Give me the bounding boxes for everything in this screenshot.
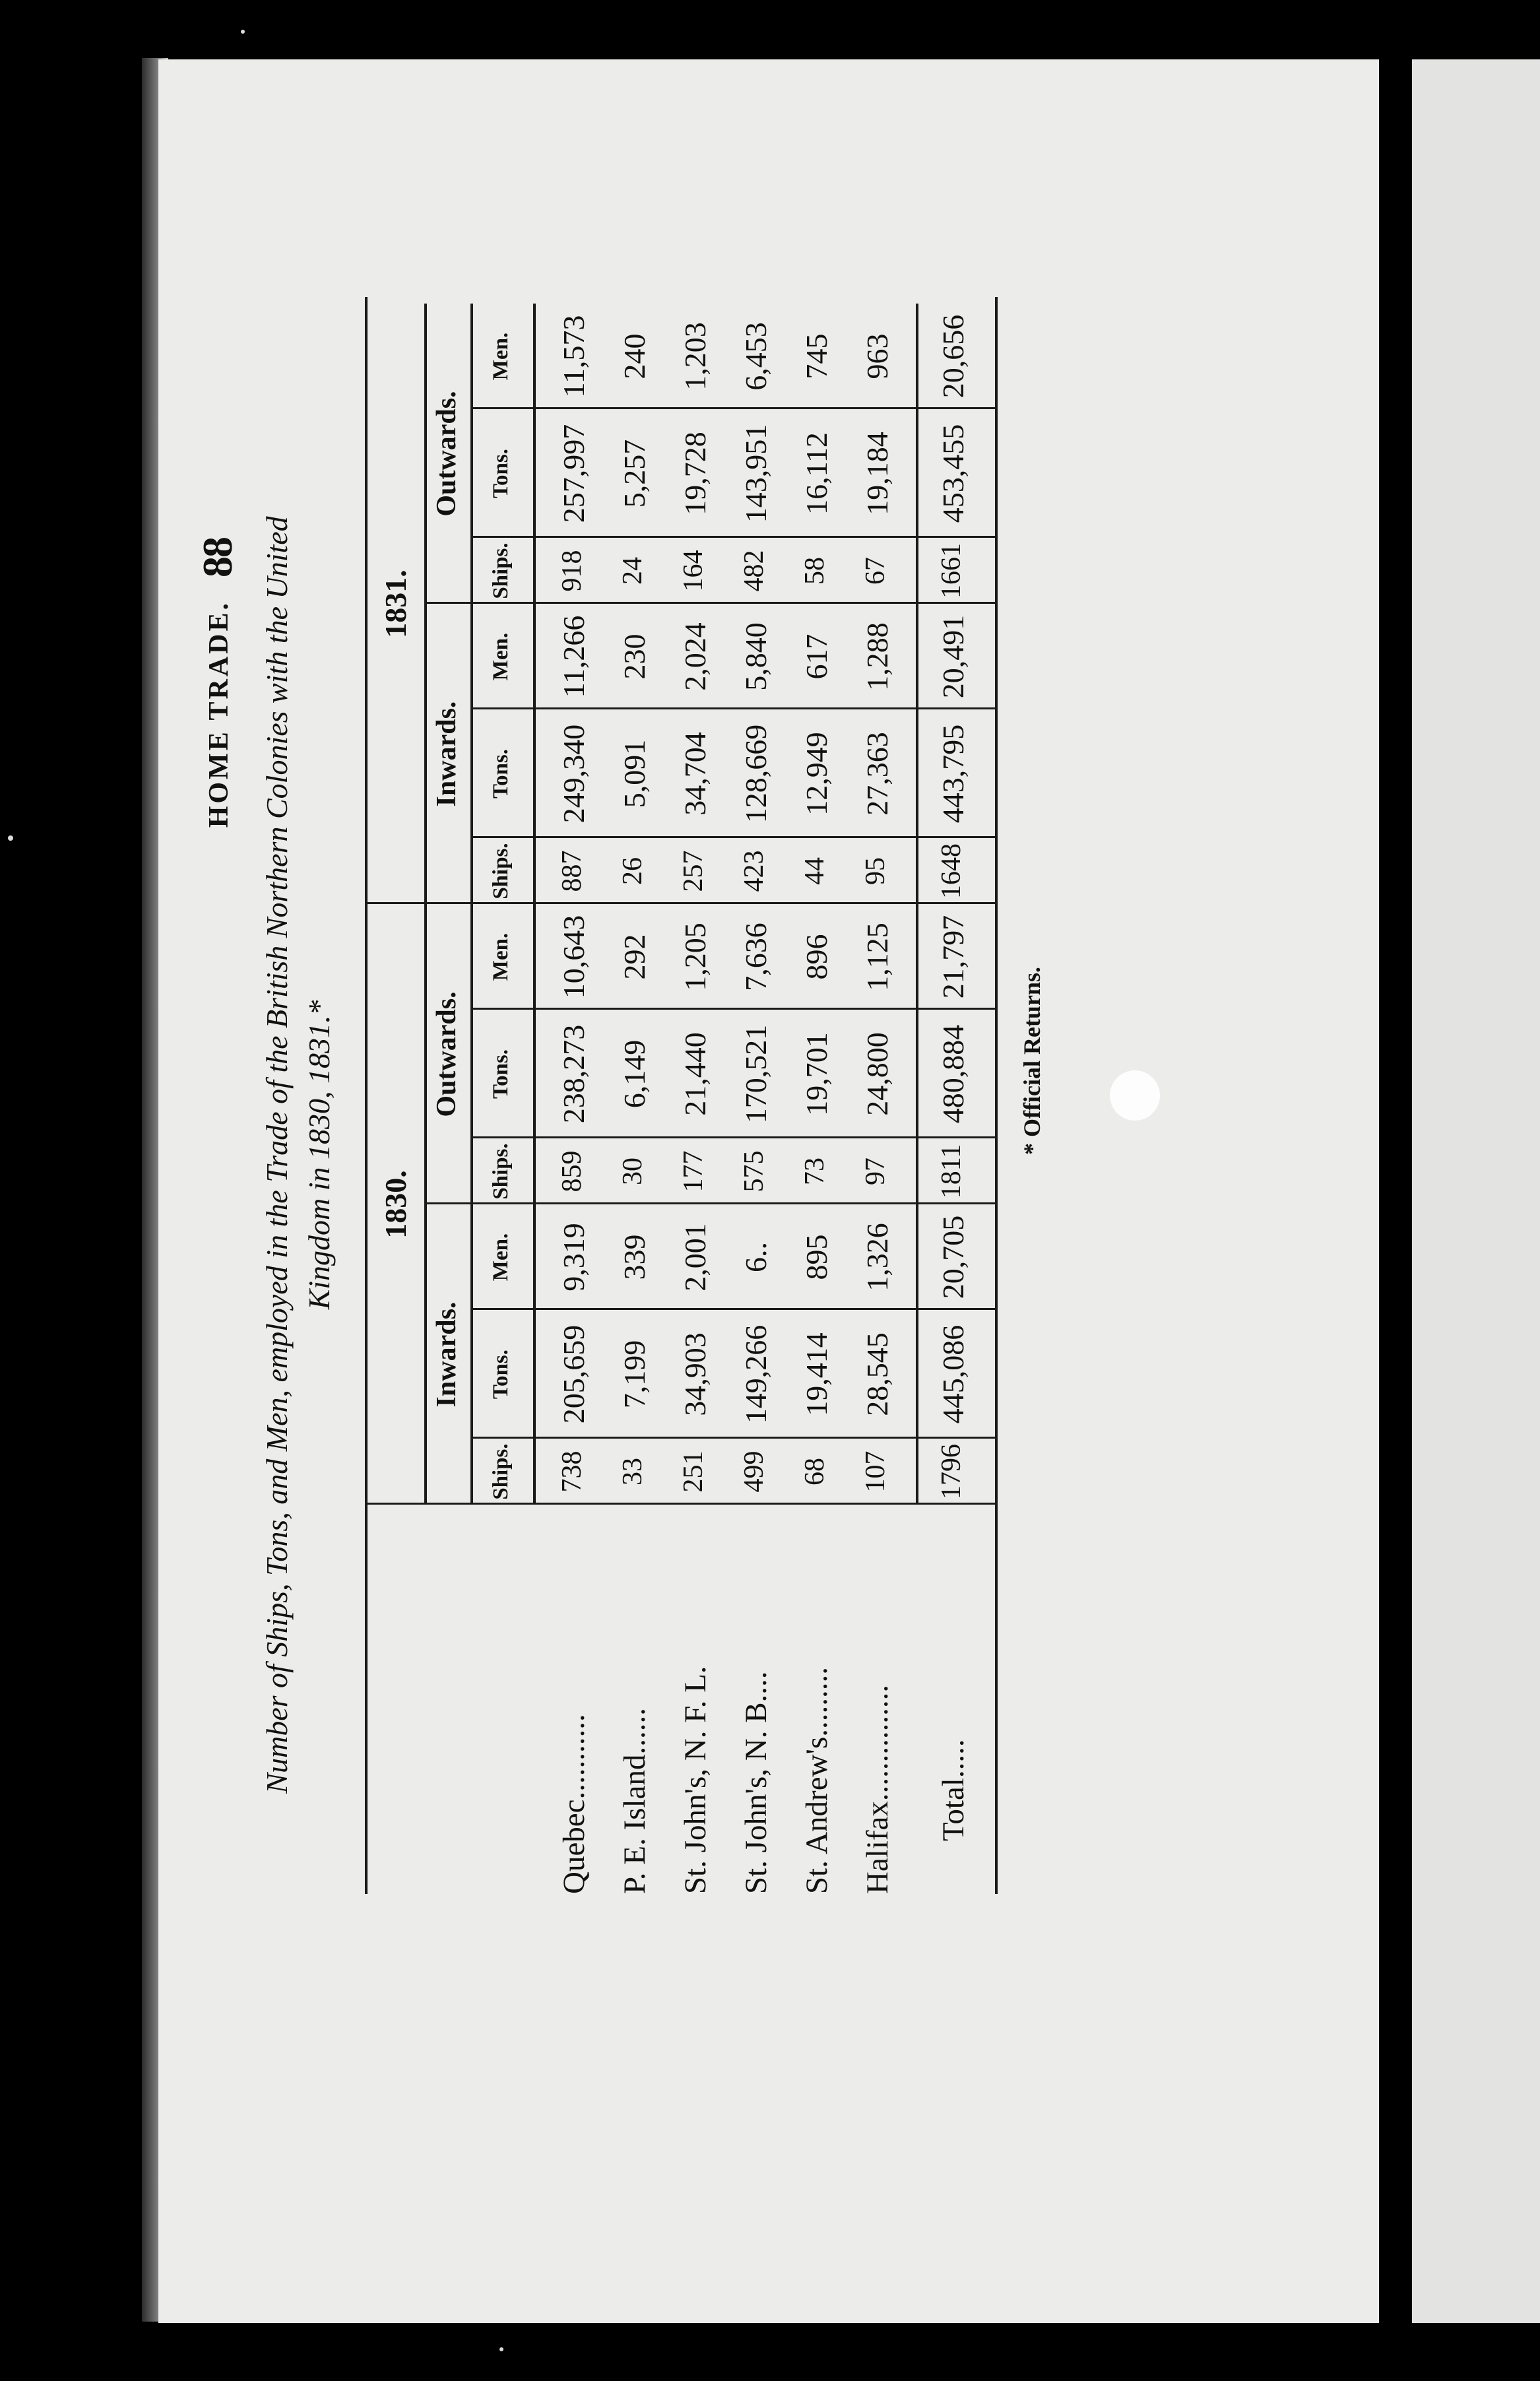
- table-cell: 2,001: [678, 1223, 712, 1291]
- table-cell: 1,205: [678, 923, 712, 991]
- table-cell: 28,545: [860, 1332, 894, 1416]
- table-cell: 2,024: [678, 622, 712, 691]
- table-cell: 68: [800, 1458, 830, 1485]
- year-group-rule: [424, 304, 427, 1505]
- column-header: Men.: [489, 332, 513, 381]
- table-cell: 5,840: [739, 622, 773, 691]
- column-header: Ships.: [489, 1143, 513, 1200]
- table-cell: 44: [800, 857, 830, 885]
- table-cell: 482: [739, 550, 769, 592]
- column-header: Ships.: [489, 843, 513, 899]
- table-cell: 1,326: [860, 1223, 894, 1291]
- row-label-halifax: Halifax...............: [860, 1684, 895, 1894]
- table-bottom-rule: [995, 297, 998, 1894]
- caption-line-2: Kingdom in 1830, 1831.*: [302, 1000, 336, 1310]
- table-cell: 26: [618, 857, 648, 885]
- row-label-quebec: Quebec...........: [557, 1714, 591, 1894]
- table-cell: 107: [860, 1451, 891, 1493]
- footnote: * Official Returns.: [1019, 967, 1045, 1155]
- table-cell: 230: [618, 634, 651, 680]
- table-cell: 1811: [936, 1144, 967, 1199]
- table-cell: 27,363: [860, 732, 894, 816]
- table-cell: 170,521: [739, 1024, 773, 1124]
- table-cell: 963: [860, 333, 894, 379]
- table-cell: 10,643: [557, 915, 591, 999]
- table-cell: 97: [860, 1158, 891, 1185]
- table-cell: 205,659: [557, 1324, 591, 1424]
- table-cell: 19,414: [800, 1332, 833, 1416]
- col-divider: [470, 407, 995, 409]
- col-divider: [470, 1308, 995, 1310]
- table-cell: 1661: [936, 543, 967, 599]
- table-cell: 19,728: [678, 432, 712, 515]
- table-cell: 423: [739, 850, 769, 892]
- table-cell: 21,440: [678, 1032, 712, 1116]
- col-divider: [470, 836, 995, 838]
- table-cell: 177: [678, 1150, 709, 1192]
- col-divider: [470, 1136, 995, 1138]
- facing-page-edge: [1412, 59, 1540, 2323]
- table-cell: 73: [800, 1158, 830, 1185]
- column-header: Men.: [489, 632, 513, 681]
- table-cell: 6..: [739, 1242, 773, 1272]
- table-cell: 257: [678, 850, 709, 892]
- running-head: HOME TRADE.: [204, 601, 234, 828]
- table-cell: 1,288: [860, 622, 894, 691]
- col-divider: [470, 1008, 995, 1010]
- row-label-st-johns-nb: St. John's, N. B....: [739, 1671, 773, 1894]
- year-1830-header: 1830.: [379, 1170, 412, 1239]
- table-cell: 1,125: [860, 923, 894, 991]
- table-cell: 34,704: [678, 732, 712, 816]
- table-cell: 143,951: [739, 424, 773, 523]
- table-cell: 745: [800, 333, 833, 379]
- group-header: Outwards.: [432, 991, 462, 1117]
- table-cell: 1,203: [678, 322, 712, 391]
- table-cell: 896: [800, 934, 833, 980]
- table-cell: 11,266: [557, 615, 591, 698]
- table-cell: 24: [618, 557, 648, 585]
- table-cell: 20,491: [936, 614, 970, 699]
- table-cell: 292: [618, 934, 651, 980]
- table-cell: 895: [800, 1234, 833, 1280]
- column-header: Tons.: [489, 1350, 513, 1399]
- table-cell: 499: [739, 1451, 769, 1493]
- column-header: Ships.: [489, 542, 513, 599]
- column-header: Men.: [489, 1233, 513, 1282]
- table-cell: 443,795: [936, 724, 970, 824]
- table-cell: 149,266: [739, 1324, 773, 1424]
- group-header: Outwards.: [432, 391, 462, 517]
- table-cell: 887: [557, 850, 587, 892]
- table-cell: 7,199: [618, 1340, 651, 1409]
- row-label-st-andrews: St. Andrew's.........: [800, 1666, 834, 1894]
- table-cell: 445,086: [936, 1324, 970, 1424]
- column-header: Ships.: [489, 1443, 513, 1500]
- table-cell: 5,091: [618, 739, 651, 808]
- table-cell: 1796: [936, 1444, 967, 1499]
- table-cell: 738: [557, 1451, 587, 1493]
- page-number: 88: [194, 538, 241, 577]
- column-header: Tons.: [489, 1049, 513, 1099]
- table-cell: 575: [739, 1150, 769, 1192]
- table-cell: 240: [618, 333, 651, 379]
- table-cell: 34,903: [678, 1332, 712, 1416]
- col-divider: [470, 536, 995, 538]
- table-caption: [256, 429, 340, 1881]
- table-cell: 11,573: [557, 315, 591, 398]
- year-1831-header: 1831.: [379, 570, 412, 638]
- table-cell: 30: [618, 1158, 648, 1185]
- table-cell: 617: [800, 634, 833, 680]
- table-cell: 164: [678, 550, 709, 592]
- table-cell: 257,997: [557, 424, 591, 523]
- table-cell: 5,257: [618, 439, 651, 508]
- table-cell: 249,340: [557, 724, 591, 824]
- table-cell: 20,705: [936, 1215, 970, 1299]
- total-rule: [916, 304, 918, 1505]
- column-header: Men.: [489, 932, 513, 981]
- table-cell: 251: [678, 1451, 709, 1493]
- column-header-rule: [533, 304, 536, 1505]
- table-cell: 67: [860, 557, 891, 585]
- table-cell: 19,701: [800, 1032, 833, 1116]
- table-cell: 6,453: [739, 322, 773, 391]
- table-cell: 7,636: [739, 923, 773, 991]
- table-cell: 453,455: [936, 424, 970, 523]
- column-header: Tons.: [489, 749, 513, 799]
- row-label-pe-island: P. E. Island......: [618, 1708, 652, 1894]
- table-cell: 20,656: [936, 314, 970, 399]
- table-cell: 24,800: [860, 1032, 894, 1116]
- table-cell: 21,797: [936, 915, 970, 999]
- table-cell: 1648: [936, 843, 967, 899]
- rotated-page-content: [167, 271, 1051, 1960]
- inout-group-rule: [470, 304, 473, 1505]
- table-cell: 58: [800, 557, 830, 585]
- table-cell: 6,149: [618, 1039, 651, 1109]
- table-cell: 238,273: [557, 1024, 591, 1124]
- table-cell: 95: [860, 857, 891, 885]
- column-header: Tons.: [489, 449, 513, 498]
- table-cell: 128,669: [739, 724, 773, 824]
- table-cell: 12,949: [800, 732, 833, 816]
- group-header: Inwards.: [432, 701, 462, 807]
- table-top-rule: [365, 297, 368, 1894]
- col-divider: [470, 707, 995, 709]
- table-cell: 480,884: [936, 1024, 970, 1124]
- table-cell: 9,319: [557, 1223, 591, 1291]
- col-divider: [470, 1437, 995, 1439]
- table-cell: 19,184: [860, 432, 894, 515]
- row-label-st-johns-nfl: St. John's, N. F. L.: [678, 1666, 713, 1894]
- row-label-total: Total.....: [936, 1739, 971, 1841]
- table-cell: 859: [557, 1150, 587, 1192]
- group-header: Inwards.: [432, 1301, 462, 1408]
- table-cell: 339: [618, 1234, 651, 1280]
- table-cell: 16,112: [800, 432, 833, 515]
- caption-line-1: Number of Ships, Tons, and Men, employed in the Trade of the British Northern Colonies with the United: [260, 516, 294, 1794]
- table-cell: 33: [618, 1458, 648, 1485]
- table-cell: 918: [557, 550, 587, 592]
